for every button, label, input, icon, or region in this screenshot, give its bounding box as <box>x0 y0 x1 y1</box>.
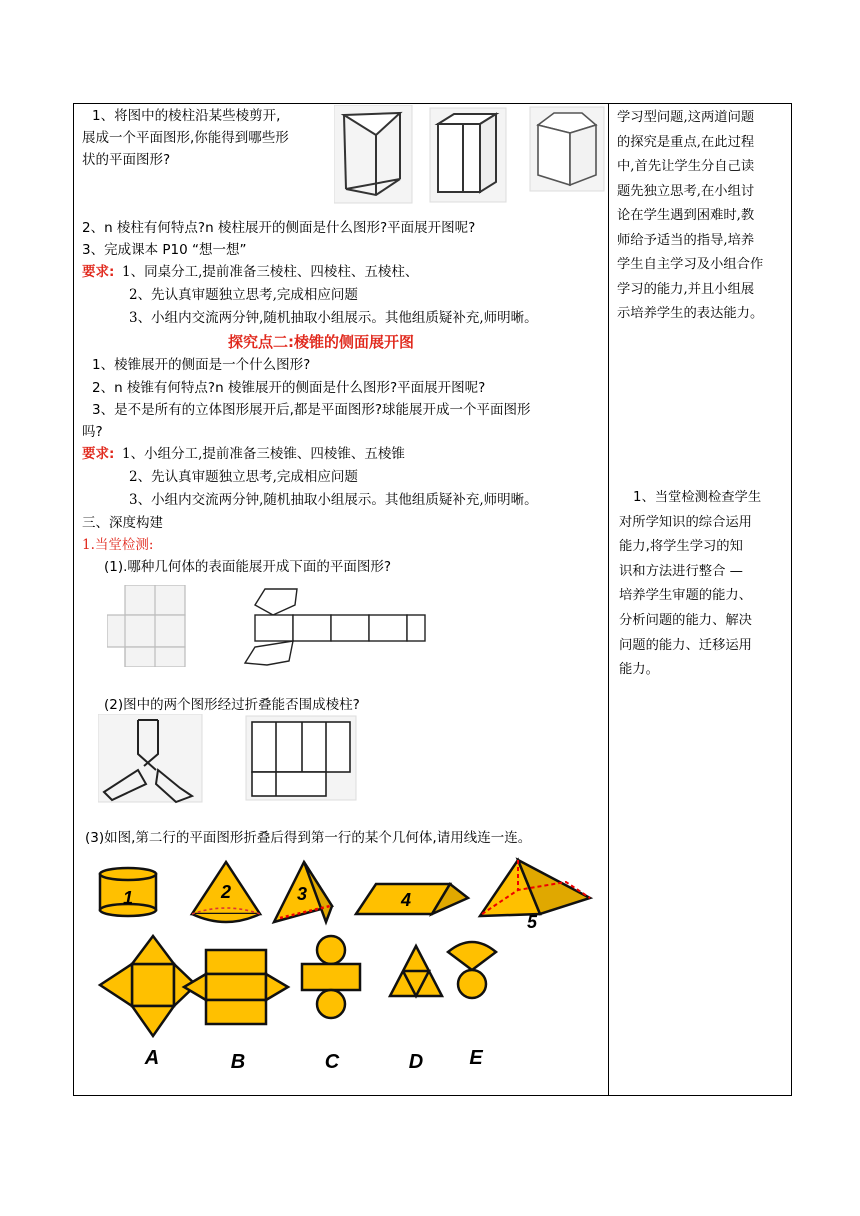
side-note-2-line: 培养学生审题的能力、 <box>619 588 752 604</box>
part3-heading: 三、深度构建 <box>82 515 163 531</box>
side-note-1-line: 示培养学生的表达能力。 <box>617 306 764 321</box>
net-label-e: E <box>469 1047 483 1069</box>
prism-figures <box>334 105 614 205</box>
pentagonal-prism-image <box>530 107 604 191</box>
side-note-2-line: 分析问题的能力、解决 <box>619 612 752 628</box>
check-title: 1.当堂检测: <box>82 537 154 553</box>
net-label-b: B <box>230 1051 246 1073</box>
prism-net-drawing <box>245 589 425 665</box>
lesson-table <box>73 103 792 1096</box>
check-q1-nets <box>107 585 427 667</box>
side-note-1-line: 题先独立思考,在小组讨 <box>617 183 755 199</box>
check-q2: (2)图中的两个图形经过折叠能否围成棱柱? <box>104 697 360 713</box>
triangle-prism-net-image <box>98 714 202 802</box>
net-b-triangular-prism <box>184 950 288 1024</box>
solid-2-cone <box>192 862 260 922</box>
side-note-1-line: 学生自主学习及小组合作 <box>617 257 764 272</box>
requirement-label-1: 要求: <box>82 264 115 280</box>
side-note-1 <box>617 106 789 327</box>
requirement-label-2: 要求: <box>82 446 115 462</box>
q3-text: 3、完成课本 P10 “想一想” <box>82 242 247 258</box>
side-note-2-line: 能力。 <box>619 662 659 678</box>
solid-label-3: 3 <box>296 884 308 904</box>
check-q3: (3)如图,第二行的平面图形折叠后得到第一行的某个几何体,请用线连一连。 <box>85 830 532 846</box>
side-note-1-line: 师给予适当的指导,培养 <box>617 232 755 248</box>
solid-label-1: 1 <box>122 888 134 908</box>
check-q2-nets <box>98 714 398 804</box>
net-e-cone <box>448 942 496 998</box>
s2-q2: 2、n 棱锥有何特点?n 棱锥展开的侧面是什么图形?平面展开图呢? <box>92 380 486 396</box>
solid-label-4: 4 <box>400 890 412 910</box>
s2-q3-line-1: 3、是不是所有的立体图形展开后,都是平面图形?球能展开成一个平面图形 <box>92 402 531 418</box>
main-column <box>74 104 608 1095</box>
req2-item-3: 3、小组内交流两分钟,随机抽取小组展示。其他组质疑补充,师明晰。 <box>129 492 538 508</box>
req1-item-2: 2、先认真审题独立思考,完成相应问题 <box>129 287 358 303</box>
s2-q1: 1、棱锥展开的侧面是一个什么图形? <box>92 357 311 373</box>
req2-item-2: 2、先认真审题独立思考,完成相应问题 <box>129 469 358 485</box>
net-label-a: A <box>144 1047 160 1069</box>
cube-net-image <box>107 585 185 667</box>
check-q1: (1).哪种几何体的表面能展开成下面的平面图形? <box>104 559 392 575</box>
cube-net-grid-image <box>246 716 356 800</box>
req1-item-3: 3、小组内交流两分钟,随机抽取小组展示。其他组质疑补充,师明晰。 <box>129 310 538 326</box>
side-note-2-line: 能力,将学生学习的知 <box>619 539 743 555</box>
solid-4-prism <box>356 884 468 914</box>
side-note-2-line: 1、当堂检测检查学生 <box>633 490 762 505</box>
side-note-2-line: 对所学知识的综合运用 <box>619 514 752 530</box>
solid-label-2: 2 <box>220 882 232 902</box>
solid-1-cylinder <box>100 868 156 916</box>
solid-3-pyramid <box>274 862 332 922</box>
quadrangular-prism-image <box>430 108 506 202</box>
side-note-1-line: 学习的能力,并且小组展 <box>617 281 755 297</box>
req1-item-1: 1、同桌分工,提前准备三棱柱、四棱柱、五棱柱、 <box>122 264 419 280</box>
nets-row <box>96 934 506 1080</box>
net-label-c: C <box>324 1051 340 1073</box>
side-note-1-line: 论在学生遇到困难时,教 <box>617 208 755 223</box>
q1-line-3: 状的平面图形? <box>82 152 171 168</box>
solid-5-pyramid <box>480 860 590 928</box>
net-d-tetrahedron <box>390 946 442 996</box>
q1-line-2: 展成一个平面图形,你能得到哪些形 <box>82 130 289 146</box>
side-note-2 <box>619 486 787 683</box>
side-note-1-line: 中,首先让学生分自己读 <box>617 159 755 174</box>
side-note-2-line: 识和方法进行整合 — <box>619 563 743 579</box>
s2-q3-line-2: 吗? <box>82 424 103 440</box>
solid-label-5: 5 <box>526 912 538 928</box>
section2-title: 探究点二:棱锥的侧面展开图 <box>228 333 414 351</box>
side-note-1-line: 学习型问题,这两道问题 <box>617 110 755 125</box>
side-note-1-line: 的探究是重点,在此过程 <box>617 134 755 150</box>
triangular-prism-image <box>334 105 412 203</box>
q1-line-1: 1、将图中的棱柱沿某些棱剪开, <box>92 108 281 124</box>
req2-item-1: 1、小组分工,提前准备三棱锥、四棱锥、五棱锥 <box>122 446 405 462</box>
net-a-square-pyramid <box>100 936 196 1036</box>
side-column <box>609 104 793 1095</box>
q2-text: 2、n 棱柱有何特点?n 棱柱展开的侧面是什么图形?平面展开图呢? <box>82 220 476 236</box>
net-c-cylinder <box>302 936 360 1018</box>
side-note-2-line: 问题的能力、迁移运用 <box>619 637 752 653</box>
net-label-d: D <box>408 1051 424 1073</box>
solids-row <box>96 856 596 928</box>
